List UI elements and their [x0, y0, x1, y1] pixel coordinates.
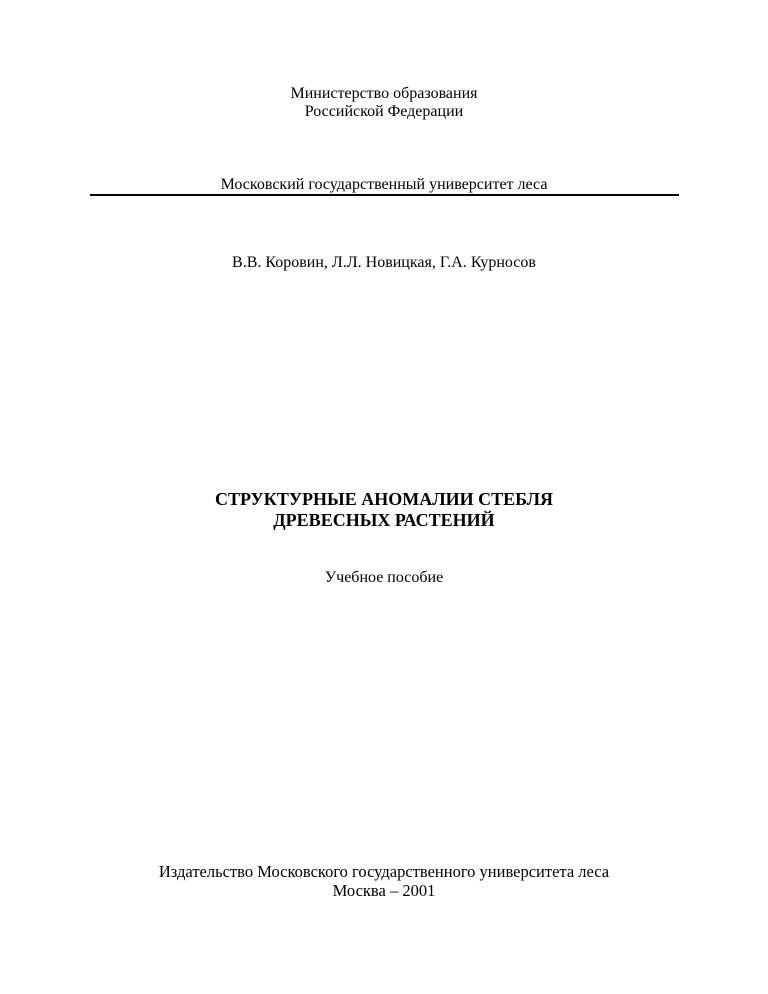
- publisher: Издательство Московского государственного университета леса: [158, 862, 610, 881]
- title-line-2: ДРЕВЕСНЫХ РАСТЕНИЙ: [273, 510, 495, 530]
- header-divider: [90, 194, 679, 196]
- authors: В.В. Коровин, Л.Л. Новицкая, Г.А. Курносов: [232, 254, 536, 271]
- city-year: Москва – 2001: [332, 881, 436, 900]
- ministry-line-1: Министерство образования: [290, 85, 478, 102]
- university-name: Московский государственный университет леса: [220, 176, 548, 193]
- ministry-line-2: Российской Федерации: [304, 103, 464, 120]
- subtitle: Учебное пособие: [324, 569, 444, 586]
- title-line-1: СТРУКТУРНЫЕ АНОМАЛИИ СТЕБЛЯ: [215, 489, 553, 509]
